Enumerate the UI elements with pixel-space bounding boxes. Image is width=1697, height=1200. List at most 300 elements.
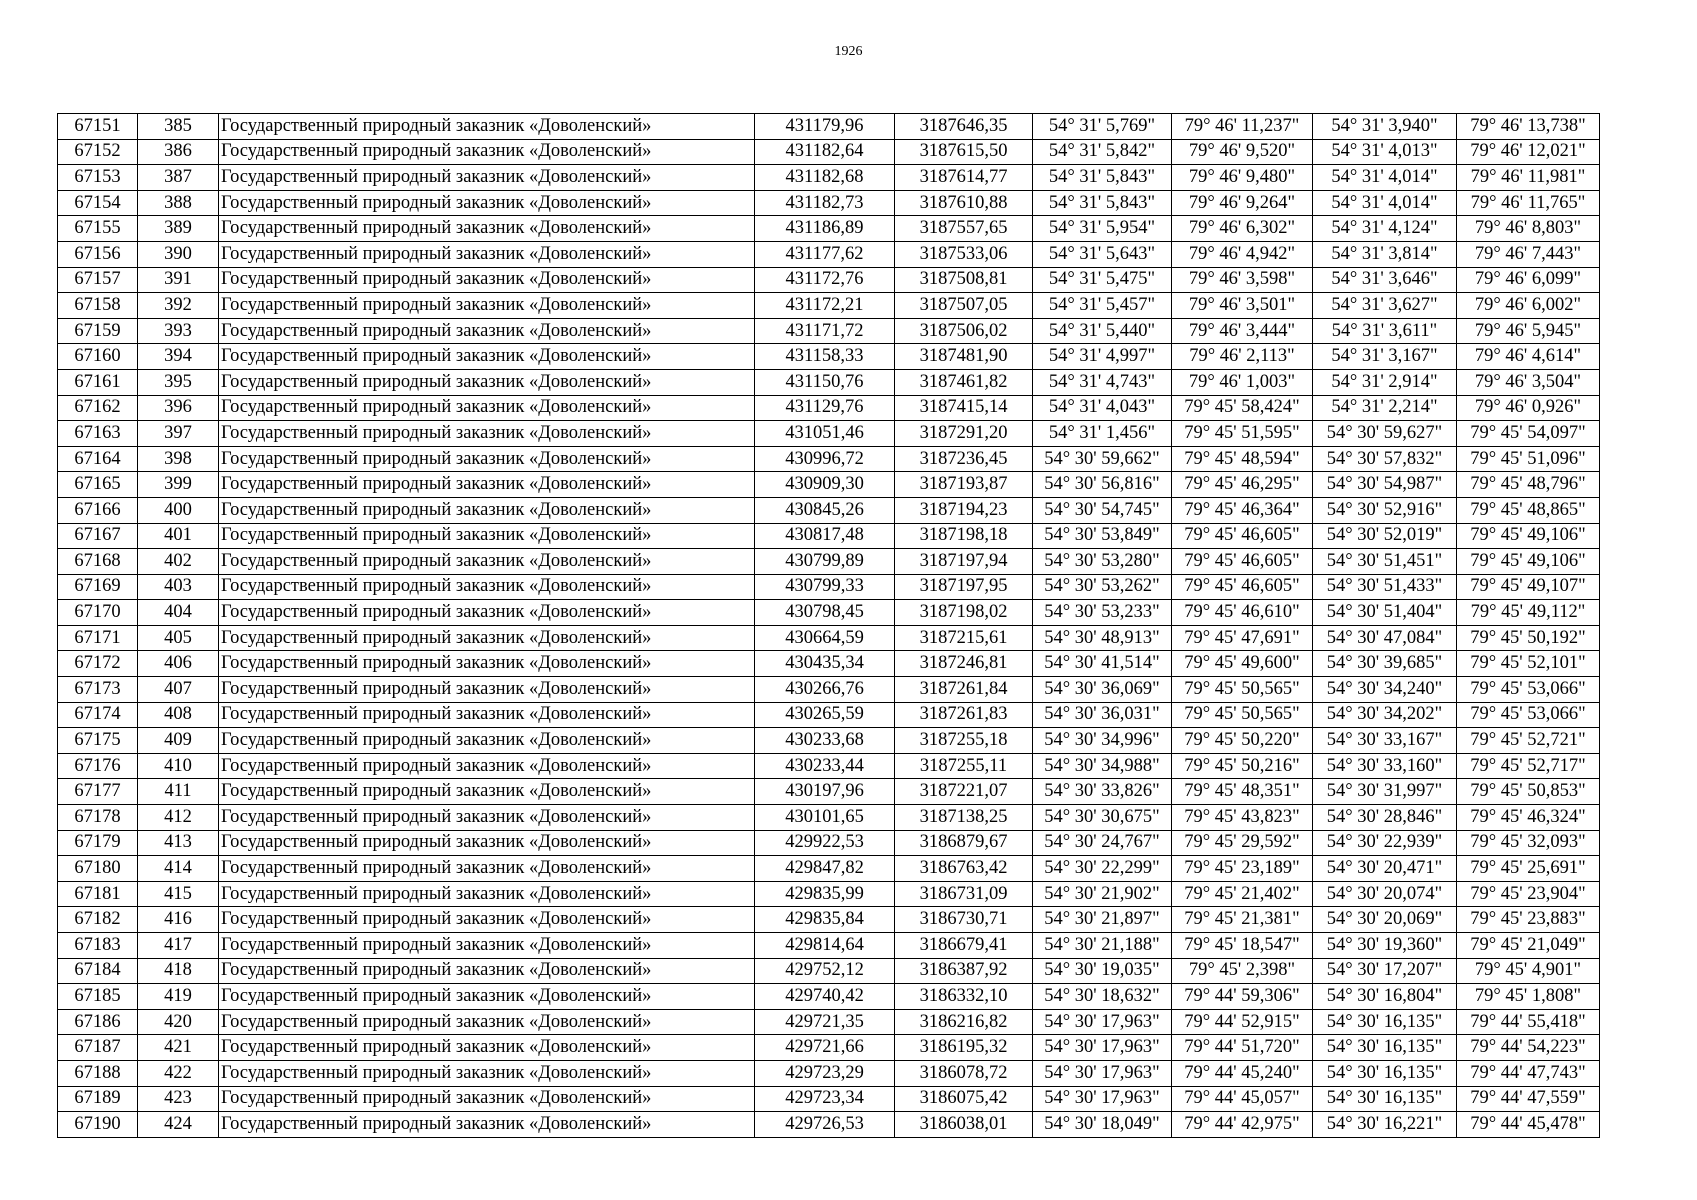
latitude-cell: 54° 30' 41,514" bbox=[1033, 651, 1172, 677]
longitude-alt-cell: 79° 46' 5,945" bbox=[1457, 318, 1600, 344]
record-number-cell: 67162 bbox=[58, 395, 138, 421]
object-name-cell: Государственный природный заказник «Доволенский» bbox=[219, 805, 755, 831]
latitude-alt-cell: 54° 31' 3,646" bbox=[1313, 267, 1457, 293]
x-coordinate-cell: 431158,33 bbox=[755, 344, 895, 370]
point-number-cell: 411 bbox=[138, 779, 219, 805]
longitude-alt-cell: 79° 45' 25,691" bbox=[1457, 856, 1600, 882]
point-number-cell: 406 bbox=[138, 651, 219, 677]
x-coordinate-cell: 429835,99 bbox=[755, 881, 895, 907]
longitude-cell: 79° 45' 50,565" bbox=[1172, 677, 1313, 703]
latitude-alt-cell: 54° 31' 4,124" bbox=[1313, 216, 1457, 242]
longitude-alt-cell: 79° 45' 50,853" bbox=[1457, 779, 1600, 805]
y-coordinate-cell: 3187198,18 bbox=[895, 523, 1033, 549]
point-number-cell: 397 bbox=[138, 421, 219, 447]
longitude-alt-cell: 79° 45' 1,808" bbox=[1457, 984, 1600, 1010]
y-coordinate-cell: 3187236,45 bbox=[895, 446, 1033, 472]
latitude-alt-cell: 54° 31' 3,627" bbox=[1313, 293, 1457, 319]
record-number-cell: 67175 bbox=[58, 728, 138, 754]
point-number-cell: 385 bbox=[138, 114, 219, 140]
object-name-cell: Государственный природный заказник «Доволенский» bbox=[219, 881, 755, 907]
point-number-cell: 409 bbox=[138, 728, 219, 754]
table-row bbox=[58, 497, 1600, 523]
y-coordinate-cell: 3186879,67 bbox=[895, 830, 1033, 856]
longitude-cell: 79° 46' 1,003" bbox=[1172, 369, 1313, 395]
longitude-cell: 79° 44' 51,720" bbox=[1172, 1035, 1313, 1061]
table-row bbox=[58, 574, 1600, 600]
y-coordinate-cell: 3187193,87 bbox=[895, 472, 1033, 498]
y-coordinate-cell: 3186679,41 bbox=[895, 933, 1033, 959]
object-name-cell: Государственный природный заказник «Доволенский» bbox=[219, 651, 755, 677]
x-coordinate-cell: 430197,96 bbox=[755, 779, 895, 805]
table-row bbox=[58, 114, 1600, 140]
longitude-cell: 79° 46' 2,113" bbox=[1172, 344, 1313, 370]
point-number-cell: 410 bbox=[138, 753, 219, 779]
x-coordinate-cell: 430233,68 bbox=[755, 728, 895, 754]
y-coordinate-cell: 3187533,06 bbox=[895, 241, 1033, 267]
coordinates-table bbox=[57, 113, 1600, 1138]
latitude-alt-cell: 54° 30' 20,471" bbox=[1313, 856, 1457, 882]
longitude-cell: 79° 46' 11,237" bbox=[1172, 114, 1313, 140]
longitude-alt-cell: 79° 46' 11,765" bbox=[1457, 190, 1600, 216]
longitude-cell: 79° 44' 45,057" bbox=[1172, 1086, 1313, 1112]
latitude-cell: 54° 30' 36,069" bbox=[1033, 677, 1172, 703]
object-name-cell: Государственный природный заказник «Доволенский» bbox=[219, 1009, 755, 1035]
record-number-cell: 67176 bbox=[58, 753, 138, 779]
table-row bbox=[58, 549, 1600, 575]
x-coordinate-cell: 431179,96 bbox=[755, 114, 895, 140]
table-row bbox=[58, 1009, 1600, 1035]
longitude-cell: 79° 45' 58,424" bbox=[1172, 395, 1313, 421]
table-row bbox=[58, 369, 1600, 395]
x-coordinate-cell: 431171,72 bbox=[755, 318, 895, 344]
object-name-cell: Государственный природный заказник «Доволенский» bbox=[219, 1035, 755, 1061]
latitude-cell: 54° 30' 18,632" bbox=[1033, 984, 1172, 1010]
table-row bbox=[58, 1086, 1600, 1112]
latitude-alt-cell: 54° 30' 51,404" bbox=[1313, 600, 1457, 626]
point-number-cell: 405 bbox=[138, 625, 219, 651]
latitude-alt-cell: 54° 30' 31,997" bbox=[1313, 779, 1457, 805]
table-row bbox=[58, 702, 1600, 728]
record-number-cell: 67184 bbox=[58, 958, 138, 984]
latitude-alt-cell: 54° 30' 52,019" bbox=[1313, 523, 1457, 549]
x-coordinate-cell: 430265,59 bbox=[755, 702, 895, 728]
object-name-cell: Государственный природный заказник «Доволенский» bbox=[219, 421, 755, 447]
point-number-cell: 400 bbox=[138, 497, 219, 523]
x-coordinate-cell: 429814,64 bbox=[755, 933, 895, 959]
y-coordinate-cell: 3186387,92 bbox=[895, 958, 1033, 984]
object-name-cell: Государственный природный заказник «Доволенский» bbox=[219, 369, 755, 395]
y-coordinate-cell: 3187508,81 bbox=[895, 267, 1033, 293]
longitude-cell: 79° 45' 46,610" bbox=[1172, 600, 1313, 626]
object-name-cell: Государственный природный заказник «Доволенский» bbox=[219, 446, 755, 472]
table-row bbox=[58, 753, 1600, 779]
x-coordinate-cell: 430996,72 bbox=[755, 446, 895, 472]
longitude-cell: 79° 45' 21,402" bbox=[1172, 881, 1313, 907]
y-coordinate-cell: 3187255,11 bbox=[895, 753, 1033, 779]
longitude-cell: 79° 44' 45,240" bbox=[1172, 1060, 1313, 1086]
point-number-cell: 417 bbox=[138, 933, 219, 959]
longitude-cell: 79° 45' 50,220" bbox=[1172, 728, 1313, 754]
longitude-cell: 79° 46' 9,480" bbox=[1172, 165, 1313, 191]
record-number-cell: 67188 bbox=[58, 1060, 138, 1086]
latitude-alt-cell: 54° 30' 39,685" bbox=[1313, 651, 1457, 677]
longitude-cell: 79° 46' 6,302" bbox=[1172, 216, 1313, 242]
x-coordinate-cell: 429752,12 bbox=[755, 958, 895, 984]
longitude-cell: 79° 46' 3,598" bbox=[1172, 267, 1313, 293]
table-row bbox=[58, 344, 1600, 370]
table-body bbox=[58, 114, 1600, 1138]
y-coordinate-cell: 3187261,84 bbox=[895, 677, 1033, 703]
table-row bbox=[58, 293, 1600, 319]
latitude-cell: 54° 30' 17,963" bbox=[1033, 1060, 1172, 1086]
latitude-alt-cell: 54° 30' 34,202" bbox=[1313, 702, 1457, 728]
latitude-alt-cell: 54° 30' 28,846" bbox=[1313, 805, 1457, 831]
table-row bbox=[58, 600, 1600, 626]
table-row bbox=[58, 933, 1600, 959]
longitude-cell: 79° 45' 46,364" bbox=[1172, 497, 1313, 523]
object-name-cell: Государственный природный заказник «Доволенский» bbox=[219, 1086, 755, 1112]
y-coordinate-cell: 3187246,81 bbox=[895, 651, 1033, 677]
latitude-alt-cell: 54° 30' 51,433" bbox=[1313, 574, 1457, 600]
longitude-alt-cell: 79° 44' 47,743" bbox=[1457, 1060, 1600, 1086]
record-number-cell: 67174 bbox=[58, 702, 138, 728]
record-number-cell: 67164 bbox=[58, 446, 138, 472]
latitude-alt-cell: 54° 31' 4,014" bbox=[1313, 190, 1457, 216]
latitude-cell: 54° 30' 53,262" bbox=[1033, 574, 1172, 600]
latitude-alt-cell: 54° 30' 34,240" bbox=[1313, 677, 1457, 703]
table-row bbox=[58, 1035, 1600, 1061]
table-row bbox=[58, 190, 1600, 216]
record-number-cell: 67190 bbox=[58, 1112, 138, 1138]
record-number-cell: 67185 bbox=[58, 984, 138, 1010]
table-row bbox=[58, 318, 1600, 344]
point-number-cell: 395 bbox=[138, 369, 219, 395]
x-coordinate-cell: 430799,33 bbox=[755, 574, 895, 600]
latitude-cell: 54° 30' 18,049" bbox=[1033, 1112, 1172, 1138]
latitude-alt-cell: 54° 31' 2,914" bbox=[1313, 369, 1457, 395]
record-number-cell: 67157 bbox=[58, 267, 138, 293]
object-name-cell: Государственный природный заказник «Доволенский» bbox=[219, 856, 755, 882]
point-number-cell: 396 bbox=[138, 395, 219, 421]
table-row bbox=[58, 779, 1600, 805]
object-name-cell: Государственный природный заказник «Доволенский» bbox=[219, 293, 755, 319]
y-coordinate-cell: 3187221,07 bbox=[895, 779, 1033, 805]
table-row bbox=[58, 984, 1600, 1010]
record-number-cell: 67172 bbox=[58, 651, 138, 677]
longitude-alt-cell: 79° 46' 7,443" bbox=[1457, 241, 1600, 267]
y-coordinate-cell: 3187507,05 bbox=[895, 293, 1033, 319]
longitude-alt-cell: 79° 45' 53,066" bbox=[1457, 702, 1600, 728]
x-coordinate-cell: 430799,89 bbox=[755, 549, 895, 575]
y-coordinate-cell: 3187481,90 bbox=[895, 344, 1033, 370]
latitude-cell: 54° 31' 4,743" bbox=[1033, 369, 1172, 395]
latitude-cell: 54° 30' 34,996" bbox=[1033, 728, 1172, 754]
longitude-alt-cell: 79° 45' 23,883" bbox=[1457, 907, 1600, 933]
latitude-cell: 54° 30' 59,662" bbox=[1033, 446, 1172, 472]
longitude-cell: 79° 45' 47,691" bbox=[1172, 625, 1313, 651]
latitude-alt-cell: 54° 30' 20,074" bbox=[1313, 881, 1457, 907]
table-row bbox=[58, 421, 1600, 447]
object-name-cell: Государственный природный заказник «Доволенский» bbox=[219, 984, 755, 1010]
latitude-cell: 54° 30' 24,767" bbox=[1033, 830, 1172, 856]
y-coordinate-cell: 3187610,88 bbox=[895, 190, 1033, 216]
point-number-cell: 420 bbox=[138, 1009, 219, 1035]
object-name-cell: Государственный природный заказник «Доволенский» bbox=[219, 677, 755, 703]
longitude-alt-cell: 79° 45' 49,106" bbox=[1457, 523, 1600, 549]
table-row bbox=[58, 139, 1600, 165]
record-number-cell: 67160 bbox=[58, 344, 138, 370]
x-coordinate-cell: 431172,76 bbox=[755, 267, 895, 293]
longitude-cell: 79° 45' 43,823" bbox=[1172, 805, 1313, 831]
y-coordinate-cell: 3187557,65 bbox=[895, 216, 1033, 242]
object-name-cell: Государственный природный заказник «Доволенский» bbox=[219, 574, 755, 600]
point-number-cell: 404 bbox=[138, 600, 219, 626]
y-coordinate-cell: 3186078,72 bbox=[895, 1060, 1033, 1086]
point-number-cell: 386 bbox=[138, 139, 219, 165]
longitude-alt-cell: 79° 45' 52,721" bbox=[1457, 728, 1600, 754]
x-coordinate-cell: 431182,64 bbox=[755, 139, 895, 165]
object-name-cell: Государственный природный заказник «Доволенский» bbox=[219, 165, 755, 191]
latitude-alt-cell: 54° 30' 57,832" bbox=[1313, 446, 1457, 472]
latitude-alt-cell: 54° 30' 20,069" bbox=[1313, 907, 1457, 933]
longitude-alt-cell: 79° 46' 3,504" bbox=[1457, 369, 1600, 395]
record-number-cell: 67182 bbox=[58, 907, 138, 933]
point-number-cell: 392 bbox=[138, 293, 219, 319]
latitude-cell: 54° 30' 48,913" bbox=[1033, 625, 1172, 651]
longitude-cell: 79° 44' 42,975" bbox=[1172, 1112, 1313, 1138]
x-coordinate-cell: 430233,44 bbox=[755, 753, 895, 779]
longitude-cell: 79° 45' 48,594" bbox=[1172, 446, 1313, 472]
longitude-alt-cell: 79° 45' 49,107" bbox=[1457, 574, 1600, 600]
latitude-cell: 54° 31' 5,842" bbox=[1033, 139, 1172, 165]
y-coordinate-cell: 3187138,25 bbox=[895, 805, 1033, 831]
record-number-cell: 67178 bbox=[58, 805, 138, 831]
point-number-cell: 408 bbox=[138, 702, 219, 728]
latitude-alt-cell: 54° 30' 16,135" bbox=[1313, 1060, 1457, 1086]
x-coordinate-cell: 429726,53 bbox=[755, 1112, 895, 1138]
record-number-cell: 67168 bbox=[58, 549, 138, 575]
table-row bbox=[58, 472, 1600, 498]
x-coordinate-cell: 430845,26 bbox=[755, 497, 895, 523]
longitude-alt-cell: 79° 45' 21,049" bbox=[1457, 933, 1600, 959]
longitude-cell: 79° 45' 46,605" bbox=[1172, 523, 1313, 549]
x-coordinate-cell: 430817,48 bbox=[755, 523, 895, 549]
longitude-alt-cell: 79° 46' 8,803" bbox=[1457, 216, 1600, 242]
x-coordinate-cell: 430664,59 bbox=[755, 625, 895, 651]
latitude-cell: 54° 30' 36,031" bbox=[1033, 702, 1172, 728]
longitude-cell: 79° 45' 46,295" bbox=[1172, 472, 1313, 498]
longitude-alt-cell: 79° 45' 48,865" bbox=[1457, 497, 1600, 523]
latitude-cell: 54° 30' 53,849" bbox=[1033, 523, 1172, 549]
longitude-alt-cell: 79° 45' 48,796" bbox=[1457, 472, 1600, 498]
record-number-cell: 67170 bbox=[58, 600, 138, 626]
latitude-alt-cell: 54° 31' 3,611" bbox=[1313, 318, 1457, 344]
point-number-cell: 401 bbox=[138, 523, 219, 549]
latitude-alt-cell: 54° 30' 33,160" bbox=[1313, 753, 1457, 779]
longitude-alt-cell: 79° 44' 47,559" bbox=[1457, 1086, 1600, 1112]
latitude-cell: 54° 31' 5,954" bbox=[1033, 216, 1172, 242]
x-coordinate-cell: 429835,84 bbox=[755, 907, 895, 933]
latitude-cell: 54° 31' 5,843" bbox=[1033, 190, 1172, 216]
longitude-cell: 79° 45' 50,216" bbox=[1172, 753, 1313, 779]
latitude-alt-cell: 54° 30' 16,135" bbox=[1313, 1009, 1457, 1035]
object-name-cell: Государственный природный заказник «Доволенский» bbox=[219, 958, 755, 984]
latitude-cell: 54° 30' 53,233" bbox=[1033, 600, 1172, 626]
x-coordinate-cell: 431051,46 bbox=[755, 421, 895, 447]
point-number-cell: 423 bbox=[138, 1086, 219, 1112]
x-coordinate-cell: 431177,62 bbox=[755, 241, 895, 267]
point-number-cell: 403 bbox=[138, 574, 219, 600]
x-coordinate-cell: 430266,76 bbox=[755, 677, 895, 703]
table-row bbox=[58, 881, 1600, 907]
table-row bbox=[58, 523, 1600, 549]
object-name-cell: Государственный природный заказник «Доволенский» bbox=[219, 523, 755, 549]
object-name-cell: Государственный природный заказник «Доволенский» bbox=[219, 190, 755, 216]
record-number-cell: 67166 bbox=[58, 497, 138, 523]
y-coordinate-cell: 3187197,95 bbox=[895, 574, 1033, 600]
object-name-cell: Государственный природный заказник «Доволенский» bbox=[219, 497, 755, 523]
y-coordinate-cell: 3187614,77 bbox=[895, 165, 1033, 191]
y-coordinate-cell: 3186038,01 bbox=[895, 1112, 1033, 1138]
longitude-alt-cell: 79° 45' 32,093" bbox=[1457, 830, 1600, 856]
latitude-cell: 54° 30' 21,897" bbox=[1033, 907, 1172, 933]
latitude-alt-cell: 54° 31' 4,014" bbox=[1313, 165, 1457, 191]
record-number-cell: 67163 bbox=[58, 421, 138, 447]
latitude-cell: 54° 30' 33,826" bbox=[1033, 779, 1172, 805]
object-name-cell: Государственный природный заказник «Доволенский» bbox=[219, 549, 755, 575]
object-name-cell: Государственный природный заказник «Доволенский» bbox=[219, 139, 755, 165]
point-number-cell: 416 bbox=[138, 907, 219, 933]
x-coordinate-cell: 429721,66 bbox=[755, 1035, 895, 1061]
x-coordinate-cell: 429740,42 bbox=[755, 984, 895, 1010]
point-number-cell: 391 bbox=[138, 267, 219, 293]
latitude-cell: 54° 31' 4,997" bbox=[1033, 344, 1172, 370]
record-number-cell: 67155 bbox=[58, 216, 138, 242]
record-number-cell: 67169 bbox=[58, 574, 138, 600]
longitude-alt-cell: 79° 45' 51,096" bbox=[1457, 446, 1600, 472]
point-number-cell: 413 bbox=[138, 830, 219, 856]
latitude-alt-cell: 54° 31' 3,167" bbox=[1313, 344, 1457, 370]
longitude-cell: 79° 45' 49,600" bbox=[1172, 651, 1313, 677]
record-number-cell: 67181 bbox=[58, 881, 138, 907]
latitude-alt-cell: 54° 31' 3,940" bbox=[1313, 114, 1457, 140]
x-coordinate-cell: 430909,30 bbox=[755, 472, 895, 498]
latitude-alt-cell: 54° 30' 16,804" bbox=[1313, 984, 1457, 1010]
point-number-cell: 415 bbox=[138, 881, 219, 907]
latitude-cell: 54° 31' 5,457" bbox=[1033, 293, 1172, 319]
record-number-cell: 67159 bbox=[58, 318, 138, 344]
y-coordinate-cell: 3186332,10 bbox=[895, 984, 1033, 1010]
table-row bbox=[58, 677, 1600, 703]
y-coordinate-cell: 3187197,94 bbox=[895, 549, 1033, 575]
record-number-cell: 67154 bbox=[58, 190, 138, 216]
longitude-alt-cell: 79° 46' 12,021" bbox=[1457, 139, 1600, 165]
longitude-cell: 79° 45' 51,595" bbox=[1172, 421, 1313, 447]
latitude-alt-cell: 54° 31' 3,814" bbox=[1313, 241, 1457, 267]
y-coordinate-cell: 3187255,18 bbox=[895, 728, 1033, 754]
longitude-cell: 79° 45' 46,605" bbox=[1172, 549, 1313, 575]
y-coordinate-cell: 3187215,61 bbox=[895, 625, 1033, 651]
x-coordinate-cell: 429723,34 bbox=[755, 1086, 895, 1112]
y-coordinate-cell: 3187461,82 bbox=[895, 369, 1033, 395]
y-coordinate-cell: 3187261,83 bbox=[895, 702, 1033, 728]
x-coordinate-cell: 431186,89 bbox=[755, 216, 895, 242]
longitude-alt-cell: 79° 46' 11,981" bbox=[1457, 165, 1600, 191]
longitude-cell: 79° 46' 9,264" bbox=[1172, 190, 1313, 216]
object-name-cell: Государственный природный заказник «Доволенский» bbox=[219, 318, 755, 344]
longitude-alt-cell: 79° 46' 13,738" bbox=[1457, 114, 1600, 140]
point-number-cell: 422 bbox=[138, 1060, 219, 1086]
point-number-cell: 393 bbox=[138, 318, 219, 344]
y-coordinate-cell: 3187646,35 bbox=[895, 114, 1033, 140]
table-row bbox=[58, 830, 1600, 856]
x-coordinate-cell: 431182,68 bbox=[755, 165, 895, 191]
longitude-alt-cell: 79° 44' 54,223" bbox=[1457, 1035, 1600, 1061]
latitude-cell: 54° 31' 5,643" bbox=[1033, 241, 1172, 267]
longitude-alt-cell: 79° 45' 4,901" bbox=[1457, 958, 1600, 984]
y-coordinate-cell: 3187506,02 bbox=[895, 318, 1033, 344]
point-number-cell: 418 bbox=[138, 958, 219, 984]
longitude-cell: 79° 45' 2,398" bbox=[1172, 958, 1313, 984]
table-row bbox=[58, 267, 1600, 293]
longitude-alt-cell: 79° 44' 45,478" bbox=[1457, 1112, 1600, 1138]
object-name-cell: Государственный природный заказник «Доволенский» bbox=[219, 753, 755, 779]
object-name-cell: Государственный природный заказник «Доволенский» bbox=[219, 216, 755, 242]
latitude-cell: 54° 30' 30,675" bbox=[1033, 805, 1172, 831]
longitude-cell: 79° 45' 21,381" bbox=[1172, 907, 1313, 933]
record-number-cell: 67161 bbox=[58, 369, 138, 395]
record-number-cell: 67179 bbox=[58, 830, 138, 856]
object-name-cell: Государственный природный заказник «Доволенский» bbox=[219, 830, 755, 856]
latitude-cell: 54° 30' 17,963" bbox=[1033, 1009, 1172, 1035]
object-name-cell: Государственный природный заказник «Доволенский» bbox=[219, 472, 755, 498]
x-coordinate-cell: 431129,76 bbox=[755, 395, 895, 421]
table-row bbox=[58, 1112, 1600, 1138]
point-number-cell: 414 bbox=[138, 856, 219, 882]
y-coordinate-cell: 3187615,50 bbox=[895, 139, 1033, 165]
latitude-cell: 54° 30' 54,745" bbox=[1033, 497, 1172, 523]
latitude-alt-cell: 54° 30' 59,627" bbox=[1313, 421, 1457, 447]
latitude-alt-cell: 54° 30' 33,167" bbox=[1313, 728, 1457, 754]
record-number-cell: 67177 bbox=[58, 779, 138, 805]
record-number-cell: 67156 bbox=[58, 241, 138, 267]
object-name-cell: Государственный природный заказник «Доволенский» bbox=[219, 779, 755, 805]
y-coordinate-cell: 3186731,09 bbox=[895, 881, 1033, 907]
longitude-alt-cell: 79° 45' 46,324" bbox=[1457, 805, 1600, 831]
point-number-cell: 387 bbox=[138, 165, 219, 191]
latitude-cell: 54° 31' 5,440" bbox=[1033, 318, 1172, 344]
latitude-alt-cell: 54° 30' 51,451" bbox=[1313, 549, 1457, 575]
record-number-cell: 67152 bbox=[58, 139, 138, 165]
longitude-alt-cell: 79° 45' 49,106" bbox=[1457, 549, 1600, 575]
latitude-cell: 54° 31' 5,843" bbox=[1033, 165, 1172, 191]
latitude-alt-cell: 54° 30' 47,084" bbox=[1313, 625, 1457, 651]
latitude-alt-cell: 54° 30' 52,916" bbox=[1313, 497, 1457, 523]
object-name-cell: Государственный природный заказник «Доволенский» bbox=[219, 267, 755, 293]
longitude-alt-cell: 79° 45' 52,717" bbox=[1457, 753, 1600, 779]
longitude-alt-cell: 79° 45' 49,112" bbox=[1457, 600, 1600, 626]
longitude-alt-cell: 79° 46' 0,926" bbox=[1457, 395, 1600, 421]
longitude-alt-cell: 79° 46' 6,002" bbox=[1457, 293, 1600, 319]
record-number-cell: 67186 bbox=[58, 1009, 138, 1035]
table-row bbox=[58, 907, 1600, 933]
record-number-cell: 67180 bbox=[58, 856, 138, 882]
longitude-alt-cell: 79° 46' 6,099" bbox=[1457, 267, 1600, 293]
x-coordinate-cell: 431150,76 bbox=[755, 369, 895, 395]
object-name-cell: Государственный природный заказник «Доволенский» bbox=[219, 625, 755, 651]
object-name-cell: Государственный природный заказник «Доволенский» bbox=[219, 600, 755, 626]
object-name-cell: Государственный природный заказник «Доволенский» bbox=[219, 344, 755, 370]
